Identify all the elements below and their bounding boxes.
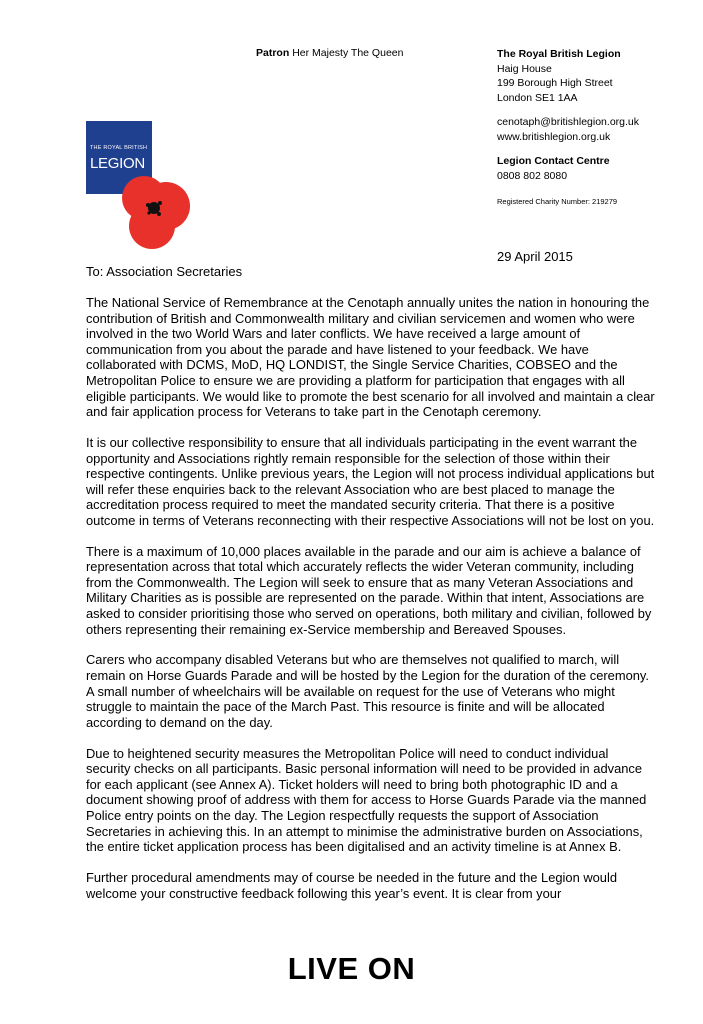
- organisation-address-block: [497, 47, 639, 210]
- charity-number: Registered Charity Number: 219279: [497, 197, 618, 206]
- spacer: [497, 105, 639, 115]
- contact-phone: 0808 802 8080: [497, 169, 568, 182]
- salutation: To: Association Secretaries: [86, 264, 243, 279]
- address-line-3: London SE1 1AA: [497, 91, 578, 104]
- contact-centre-label: Legion Contact Centre: [497, 155, 610, 167]
- address-line-2: 199 Borough High Street: [497, 77, 613, 89]
- letter-body: [86, 295, 656, 916]
- paragraph: Further procedural amendments may of course be needed in the future and the Legion would welcome your constructive feedback following this year’s event. It is clear from your: [86, 869, 617, 901]
- logo-small-text: THE ROYAL BRITISH: [90, 145, 148, 151]
- paragraph: Due to heightened security measures the Metropolitan Police will need to conduct individual security checks on all participants. Basic personal information will need to be provided in advance for each applicant (see Annex A). Ticket holders will need to bring both photographic ID and a document showing proof of address with them for access to Horse Guards Parade via the manned Police entry points on the day. The Legion respectfully requests the support of Association Secretaries in achieving this. In an attempt to minimise the administrative burden on Associations, the entire ticket application process has been digitalised and an activity timeline is at Annex B.: [86, 745, 647, 855]
- spacer: [497, 144, 639, 154]
- paragraph: There is a maximum of 10,000 places available in the parade and our aim is achieve a balance of representation across that total which accurately reflects the wider Veteran community, including from the Commonwealth. The Legion will seek to ensure that as many Veteran Associations and Military Charities as is possible are represented on the parade. Within that intent, Associations are asked to consider prioritising those who served on operations, both military and civilian, followed by others representing their remaining ex-Service membership and Bereaved Spouses.: [86, 543, 652, 637]
- patron-label: Patron: [256, 47, 290, 59]
- footer-slogan: LIVE ON: [287, 951, 416, 986]
- patron-name: Her Majesty The Queen: [292, 47, 404, 59]
- paragraph: It is our collective responsibility to ensure that all individuals participating in the event warrant the opportunity and Associations rightly remain responsible for the selection of those within their respective contingents. Unlike previous years, the Legion will not process individual applications but will refer these enquiries back to the relevant Association who are best placed to manage the accreditation process required to meet the mandated security criteria. That there is a positive outcome in terms of Veterans reconnecting with their respective Associations will not be lost on you.: [86, 434, 655, 528]
- website-address: www.britishlegion.org.uk: [497, 130, 611, 143]
- address-line-1: Haig House: [497, 62, 552, 75]
- email-address: cenotaph@britishlegion.org.uk: [497, 116, 639, 128]
- paragraph: Carers who accompany disabled Veterans but who are themselves not qualified to march, will remain on Horse Guards Parade and will be hosted by the Legion for the duration of the ceremony. A small number of wheelchairs will be available on request for the use of Veterans who might struggle to maintain the pace of the March Past. This resource is finite and will be allocated according to demand on the day.: [86, 652, 649, 730]
- paragraph: The National Service of Remembrance at the Cenotaph annually unites the nation in honouring the contribution of British and Commonwealth military and civilian servicemen and women who were involved in the two World Wars and later conflicts. We have received a large amount of communication from you about the parade and have listened to your feedback. We have collaborated with DCMS, MoD, HQ LONDIST, the Single Service Charities, COBSEO and the Metropolitan Police to ensure we are providing a platform for participation that engages with all eligible participants. We would like to promote the best scenario for all involved and maintain a clear and fair application process for Veterans to take part in the Cenotaph ceremony.: [86, 295, 655, 420]
- poppy-icon: [118, 172, 196, 252]
- patron-line: [256, 47, 403, 59]
- letter-date: 29 April 2015: [497, 249, 573, 264]
- organisation-name: The Royal British Legion: [497, 48, 621, 60]
- logo-big-text: LEGION: [90, 155, 145, 172]
